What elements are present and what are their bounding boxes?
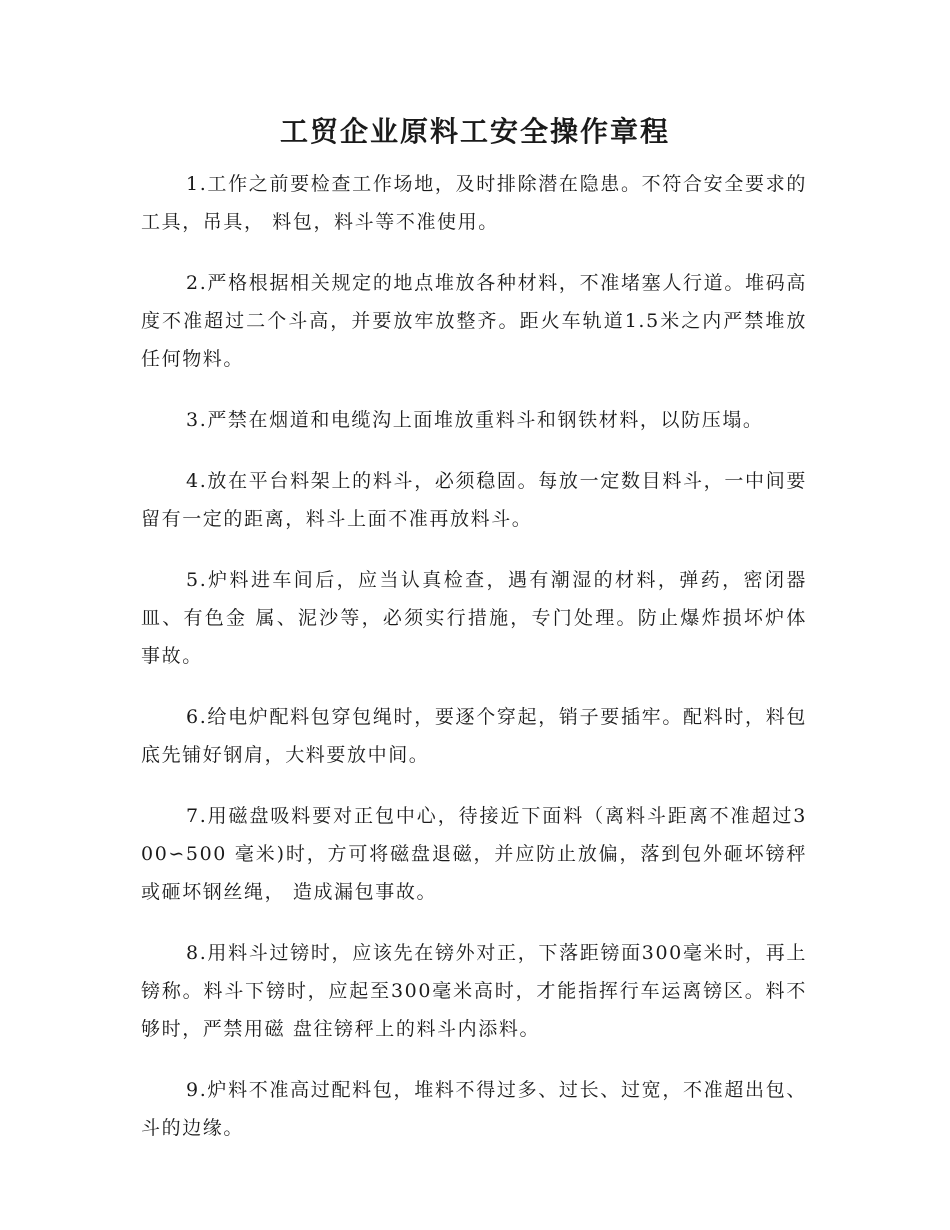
paragraph-2: 2.严格根据相关规定的地点堆放各种材料，不准堵塞人行道。堆码高度不准超过二个斗高，并要放牢放整齐。距火车轨道1.5米之内严禁堆放任何物料。 <box>141 272 807 370</box>
paragraph-5: 5.炉料进车间后，应当认真检查，遇有潮湿的材料，弹药，密闭器皿、有色金 属、泥沙等，必须实行措施，专门处理。防止爆炸损坏炉体事故。 <box>141 569 807 667</box>
paragraph-1: 1.工作之前要检查工作场地，及时排除潜在隐患。不符合安全要求的工具，吊具， 料包，料斗等不准使用。 <box>141 173 807 233</box>
paragraph-7: 7.用磁盘吸料要对正包中心，待接近下面料（离料斗距离不准超过300∽500 毫米)时，方可将磁盘退磁，并应防止放偏，落到包外砸坏镑秤或砸坏钢丝绳， 造成漏包事故。 <box>141 805 807 903</box>
paragraph-9: 9.炉料不准高过配料包，堆料不得过多、过长、过宽，不准超出包、斗的边缘。 <box>141 1079 807 1139</box>
paragraph-3: 3.严禁在烟道和电缆沟上面堆放重料斗和钢铁材料，以防压塌。 <box>186 409 764 431</box>
paragraph-6: 6.给电炉配料包穿包绳时，要逐个穿起，销子要插牢。配料时，料包底先铺好钢肩，大料要放中间。 <box>141 706 807 766</box>
paragraph-8: 8.用料斗过镑时，应该先在镑外对正，下落距镑面300毫米时，再上镑称。料斗下镑时，应起至300毫米高时，才能指挥行车运离镑区。料不够时，严禁用磁 盘往镑秤上的料斗内添料。 <box>141 942 807 1040</box>
document-title: 工贸企业原料工安全操作章程 <box>279 115 670 148</box>
paragraph-4: 4.放在平台料架上的料斗，必须稳固。每放一定数目料斗，一中间要留有一定的距离，料斗上面不准再放料斗。 <box>141 470 807 530</box>
document-body <box>141 165 807 1170</box>
